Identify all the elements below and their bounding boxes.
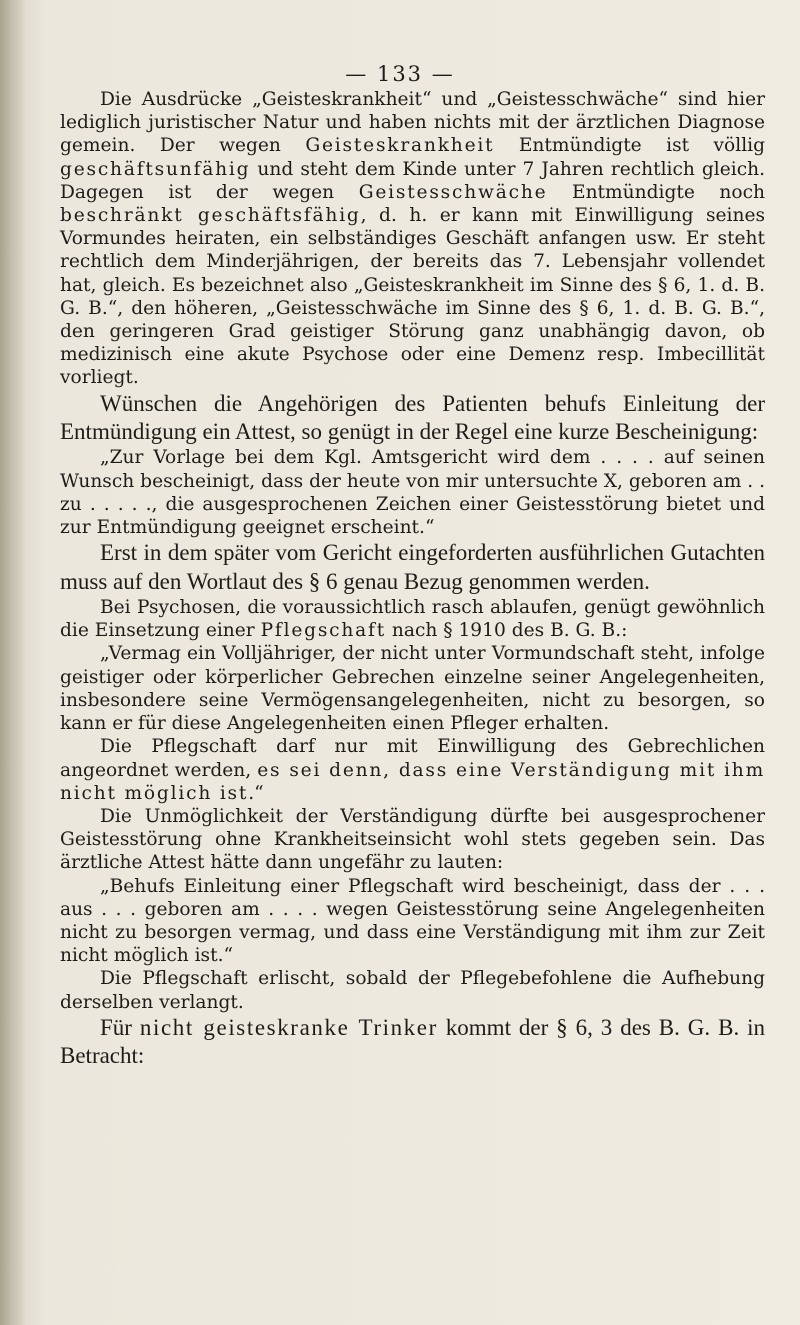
paragraph-trinker: Für nicht geisteskranke Trinker kommt der § 6, 3 des B. G. B. in Betracht: [60,1014,766,1069]
spaced-term: Geisteskrankheit [305,135,495,157]
paragraph-pflegschaft: Bei Psychosen, die voraussichtlich rasch ablaufen, genügt gewöhnlich die Einsetzung einer Pflegschaft nach § 1910 des B. G. B.: [60,597,765,642]
spaced-term: nicht geisteskranke Trinker [139,1014,438,1040]
paragraph-unmoeglichkeit: Die Unmöglichkeit der Verständigung dürfte bei ausgesprochener Geistesstörung ohne Krankheitseinsicht wohl stets gegeben sein. Das ärztliche Attest hätte dann ungefähr zu lauten: [60,805,765,874]
spaced-term: beschränkt geschäftsfähig [60,205,361,227]
spaced-term: Pflegschaft [260,620,386,642]
spaced-term: Geistesschwäche [358,181,548,203]
page-number-header: — 133 — [345,62,455,86]
paragraph-einwilligung: Die Pflegschaft darf nur mit Einwilligung des Gebrechlichen angeordnet werden, es sei denn, dass eine Verständigung mit ihm nicht möglich ist.“ [60,736,765,804]
paragraph-gutachten: Erst in dem später vom Gericht eingeforderten ausführlichen Gutachten muss auf den Wortlaut des § 6 genau Bezug genommen werden. [60,540,765,594]
spaced-term: geschäftsunfähig [60,158,251,180]
paragraph-attest-quote: „Zur Vorlage bei dem Kgl. Amtsgericht wird dem . . . . auf seinen Wunsch bescheinigt, dass der heute von mir untersuchte X, geboren am . . zu . . . . ., die ausgesprochenen Zeichen einer Geistesstörung bietet und zur Entmündigung geeignet erscheint.“ [60,447,765,539]
paragraph-attest-quote-2: „Behufs Einleitung einer Pflegschaft wird bescheinigt, dass der . . . aus . . . geboren am . . . . wegen Geistesstörung seine Angelegenheiten nicht zu besorgen vermag, und dass eine Verständigung mit ihm zur Zeit nicht möglich ist.“ [60,875,765,967]
body-text [60,88,765,1071]
paragraph-erloeschen: Die Pflegschaft erlischt, sobald der Pflegebefohlene die Aufhebung derselben verlangt. [60,968,765,1013]
paragraph-legal-terms: Die Ausdrücke „Geisteskrankheit“ und „Geistesschwäche“ sind hier lediglich juristischer Natur und haben nichts mit der ärztlichen Diagnose gemein. Der wegen Geisteskrankheit Entmündigte ist völlig geschäftsunfähig und steht dem Kinde unter 7 Jahren rechtlich gleich. Dagegen ist der wegen Geistesschwäche Entmündigte noch beschränkt geschäftsfähig, d. h. er kann mit Einwilligung seines Vormundes heiraten, ein selbständiges Geschäft anfangen usw. Er steht rechtlich dem Minderjährigen, der bereits das 7. Lebensjahr vollendet hat, gleich. Es bezeichnet also „Geisteskrankheit im Sinne des § 6, 1. d. B. G. B.“, den höheren, „Geistesschwäche im Sinne des § 6, 1. d. B. G. B.“, den geringeren Grad geistiger Störung ganz unabhängig davon, ob medizinisch eine akute Psychose oder eine Demenz resp. Imbecillität vorliegt. [60,89,765,389]
spaced-term: es sei denn, dass eine Verständigung mit ihm nicht möglich ist [60,759,765,804]
paragraph-attest-intro: Wünschen die Angehörigen des Patienten behufs Einleitung der Entmündigung ein Attest, so genügt in der Regel eine kurze Bescheinigung: [60,390,765,445]
paragraph-law-quote: „Vermag ein Volljähriger, der nicht unter Vormundschaft steht, infolge geistiger oder körperlicher Gebrechen einzelne seiner Angelegenheiten, insbesondere seine Vermögensangelegenheiten, nicht zu besorgen, so kann er für diese Angelegenheiten einen Pfleger erhalten. [60,643,765,735]
page-binding-shadow [0,0,26,1325]
